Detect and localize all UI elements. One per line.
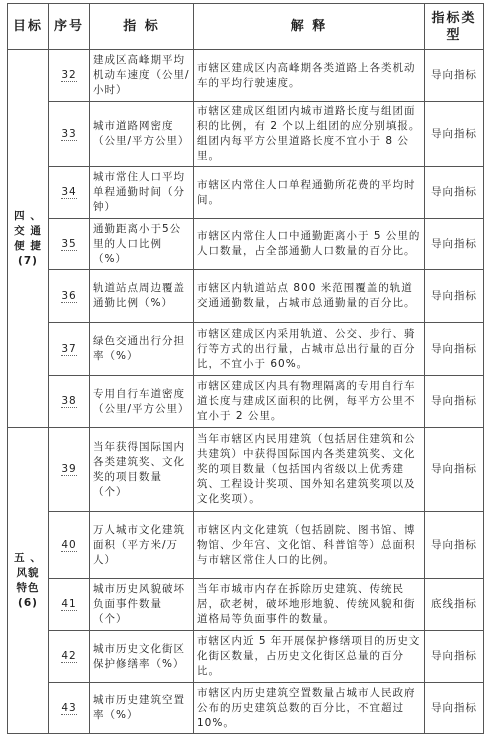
explanation-cell: 当年市城市内存在拆除历史建筑、传统民居，砍老树，破坏地形地貌、传统风貌和街道格局等负面事件的数量。 <box>194 579 425 631</box>
indicator-cell: 城市历史文化街区保护修缮率（%） <box>90 631 194 683</box>
type-cell: 导向指标 <box>425 102 484 167</box>
row-number: 33 <box>49 102 90 167</box>
table-row <box>8 579 484 631</box>
category-cell-heritage <box>8 428 49 734</box>
row-number: 35 <box>49 219 90 270</box>
row-number: 34 <box>49 167 90 219</box>
explanation-cell: 市辖区建成区内具有物理隔离的专用自行车道长度与建成区面积的比例，每平方公里不宜小于 2 公里。 <box>194 376 425 428</box>
header-number: 序号 <box>49 4 90 50</box>
category-line: 四 、 <box>14 209 42 222</box>
indicator-cell: 万人城市文化建筑面积（平方米/万人） <box>90 512 194 579</box>
category-line: 风貌 <box>16 566 40 579</box>
row-number: 39 <box>49 428 90 512</box>
row-number: 42 <box>49 631 90 683</box>
row-number: 36 <box>49 270 90 323</box>
explanation-cell: 市辖区建成区内高峰期各类道路上各类机动车的平均行驶速度。 <box>194 50 425 102</box>
category-count: (6) <box>18 596 38 609</box>
type-cell: 底线指标 <box>425 579 484 631</box>
type-cell: 导向指标 <box>425 512 484 579</box>
indicator-cell: 城市道路网密度（公里/平方公里） <box>90 102 194 167</box>
table-row <box>8 376 484 428</box>
indicator-cell: 城市历史建筑空置率（%） <box>90 683 194 734</box>
indicator-cell: 城市常住人口平均单程通勤时间（分钟） <box>90 167 194 219</box>
category-line: 便 捷 <box>14 239 42 252</box>
header-explanation: 解 释 <box>194 4 425 50</box>
explanation-cell: 市辖区内常住人口单程通勤所花费的平均时间。 <box>194 167 425 219</box>
indicator-cell: 建成区高峰期平均机动车速度（公里/小时） <box>90 50 194 102</box>
type-cell: 导向指标 <box>425 323 484 376</box>
indicator-cell: 城市历史风貌破坏负面事件数量（个） <box>90 579 194 631</box>
header-goal: 目标 <box>8 4 49 50</box>
explanation-cell: 市辖区内轨道站点 800 米范围覆盖的轨道交通通勤数量，占城市总通勤量的百分比。 <box>194 270 425 323</box>
category-line: 交 通 <box>14 224 42 237</box>
type-cell: 导向指标 <box>425 683 484 734</box>
type-cell: 导向指标 <box>425 270 484 323</box>
type-cell: 导向指标 <box>425 50 484 102</box>
row-number: 37 <box>49 323 90 376</box>
category-line: 特色 <box>16 581 40 594</box>
row-number: 38 <box>49 376 90 428</box>
table-row <box>8 102 484 167</box>
table-row <box>8 323 484 376</box>
table-row <box>8 683 484 734</box>
type-cell: 导向指标 <box>425 167 484 219</box>
type-cell: 导向指标 <box>425 631 484 683</box>
table-row <box>8 50 484 102</box>
indicator-cell: 专用自行车道密度（公里/平方公里） <box>90 376 194 428</box>
indicator-cell: 轨道站点周边覆盖通勤比例（%） <box>90 270 194 323</box>
category-count: (7) <box>18 254 38 267</box>
explanation-cell: 市辖区内历史建筑空置数量占城市人民政府公布的历史建筑总数的百分比，不宜超过 10%。 <box>194 683 425 734</box>
table-header-row <box>8 4 484 50</box>
table-row <box>8 631 484 683</box>
header-type: 指标类型 <box>425 4 484 50</box>
explanation-cell: 市辖区内常住人口中通勤距离小于 5 公里的人口数量，占全部通勤人口数量的百分比。 <box>194 219 425 270</box>
indicator-cell: 绿色交通出行分担率（%） <box>90 323 194 376</box>
table-row <box>8 167 484 219</box>
explanation-cell: 市辖区内文化建筑（包括剧院、图书馆、博物馆、少年宫、文化馆、科普馆等）总面积与市辖区常住人口的比例。 <box>194 512 425 579</box>
explanation-cell: 市辖区建成区组团内城市道路长度与组团面积的比例，有 2 个以上组团的应分别填报。组团内每平方公里道路长度不宜小于 8 公里。 <box>194 102 425 167</box>
explanation-cell: 当年市辖区内民用建筑（包括居住建筑和公共建筑）中获得国际国内各类建筑奖、文化奖的项目数量（包括国内省级以上优秀建筑、工程设计奖项、国外知名建筑奖项以及文化奖项）。 <box>194 428 425 512</box>
table-row <box>8 219 484 270</box>
row-number: 41 <box>49 579 90 631</box>
type-cell: 导向指标 <box>425 428 484 512</box>
indicator-cell: 当年获得国际国内各类建筑奖、文化奖的项目数量（个） <box>90 428 194 512</box>
row-number: 32 <box>49 50 90 102</box>
type-cell: 导向指标 <box>425 376 484 428</box>
explanation-cell: 市辖区建成区内采用轨道、公交、步行、骑行等方式的出行量，占城市总出行量的百分比，不宜小于 60%。 <box>194 323 425 376</box>
table-row <box>8 270 484 323</box>
header-indicator: 指 标 <box>90 4 194 50</box>
row-number: 40 <box>49 512 90 579</box>
type-cell: 导向指标 <box>425 219 484 270</box>
indicator-cell: 通勤距离小于5公里的人口比例（%） <box>90 219 194 270</box>
category-line: 五 、 <box>14 551 42 564</box>
row-number: 43 <box>49 683 90 734</box>
table-row <box>8 428 484 512</box>
table-row <box>8 512 484 579</box>
category-cell-transport <box>8 50 49 428</box>
indicator-table <box>7 3 484 734</box>
explanation-cell: 市辖区内近 5 年开展保护修缮项目的历史文化街区数量，占历史文化街区总量的百分比。 <box>194 631 425 683</box>
